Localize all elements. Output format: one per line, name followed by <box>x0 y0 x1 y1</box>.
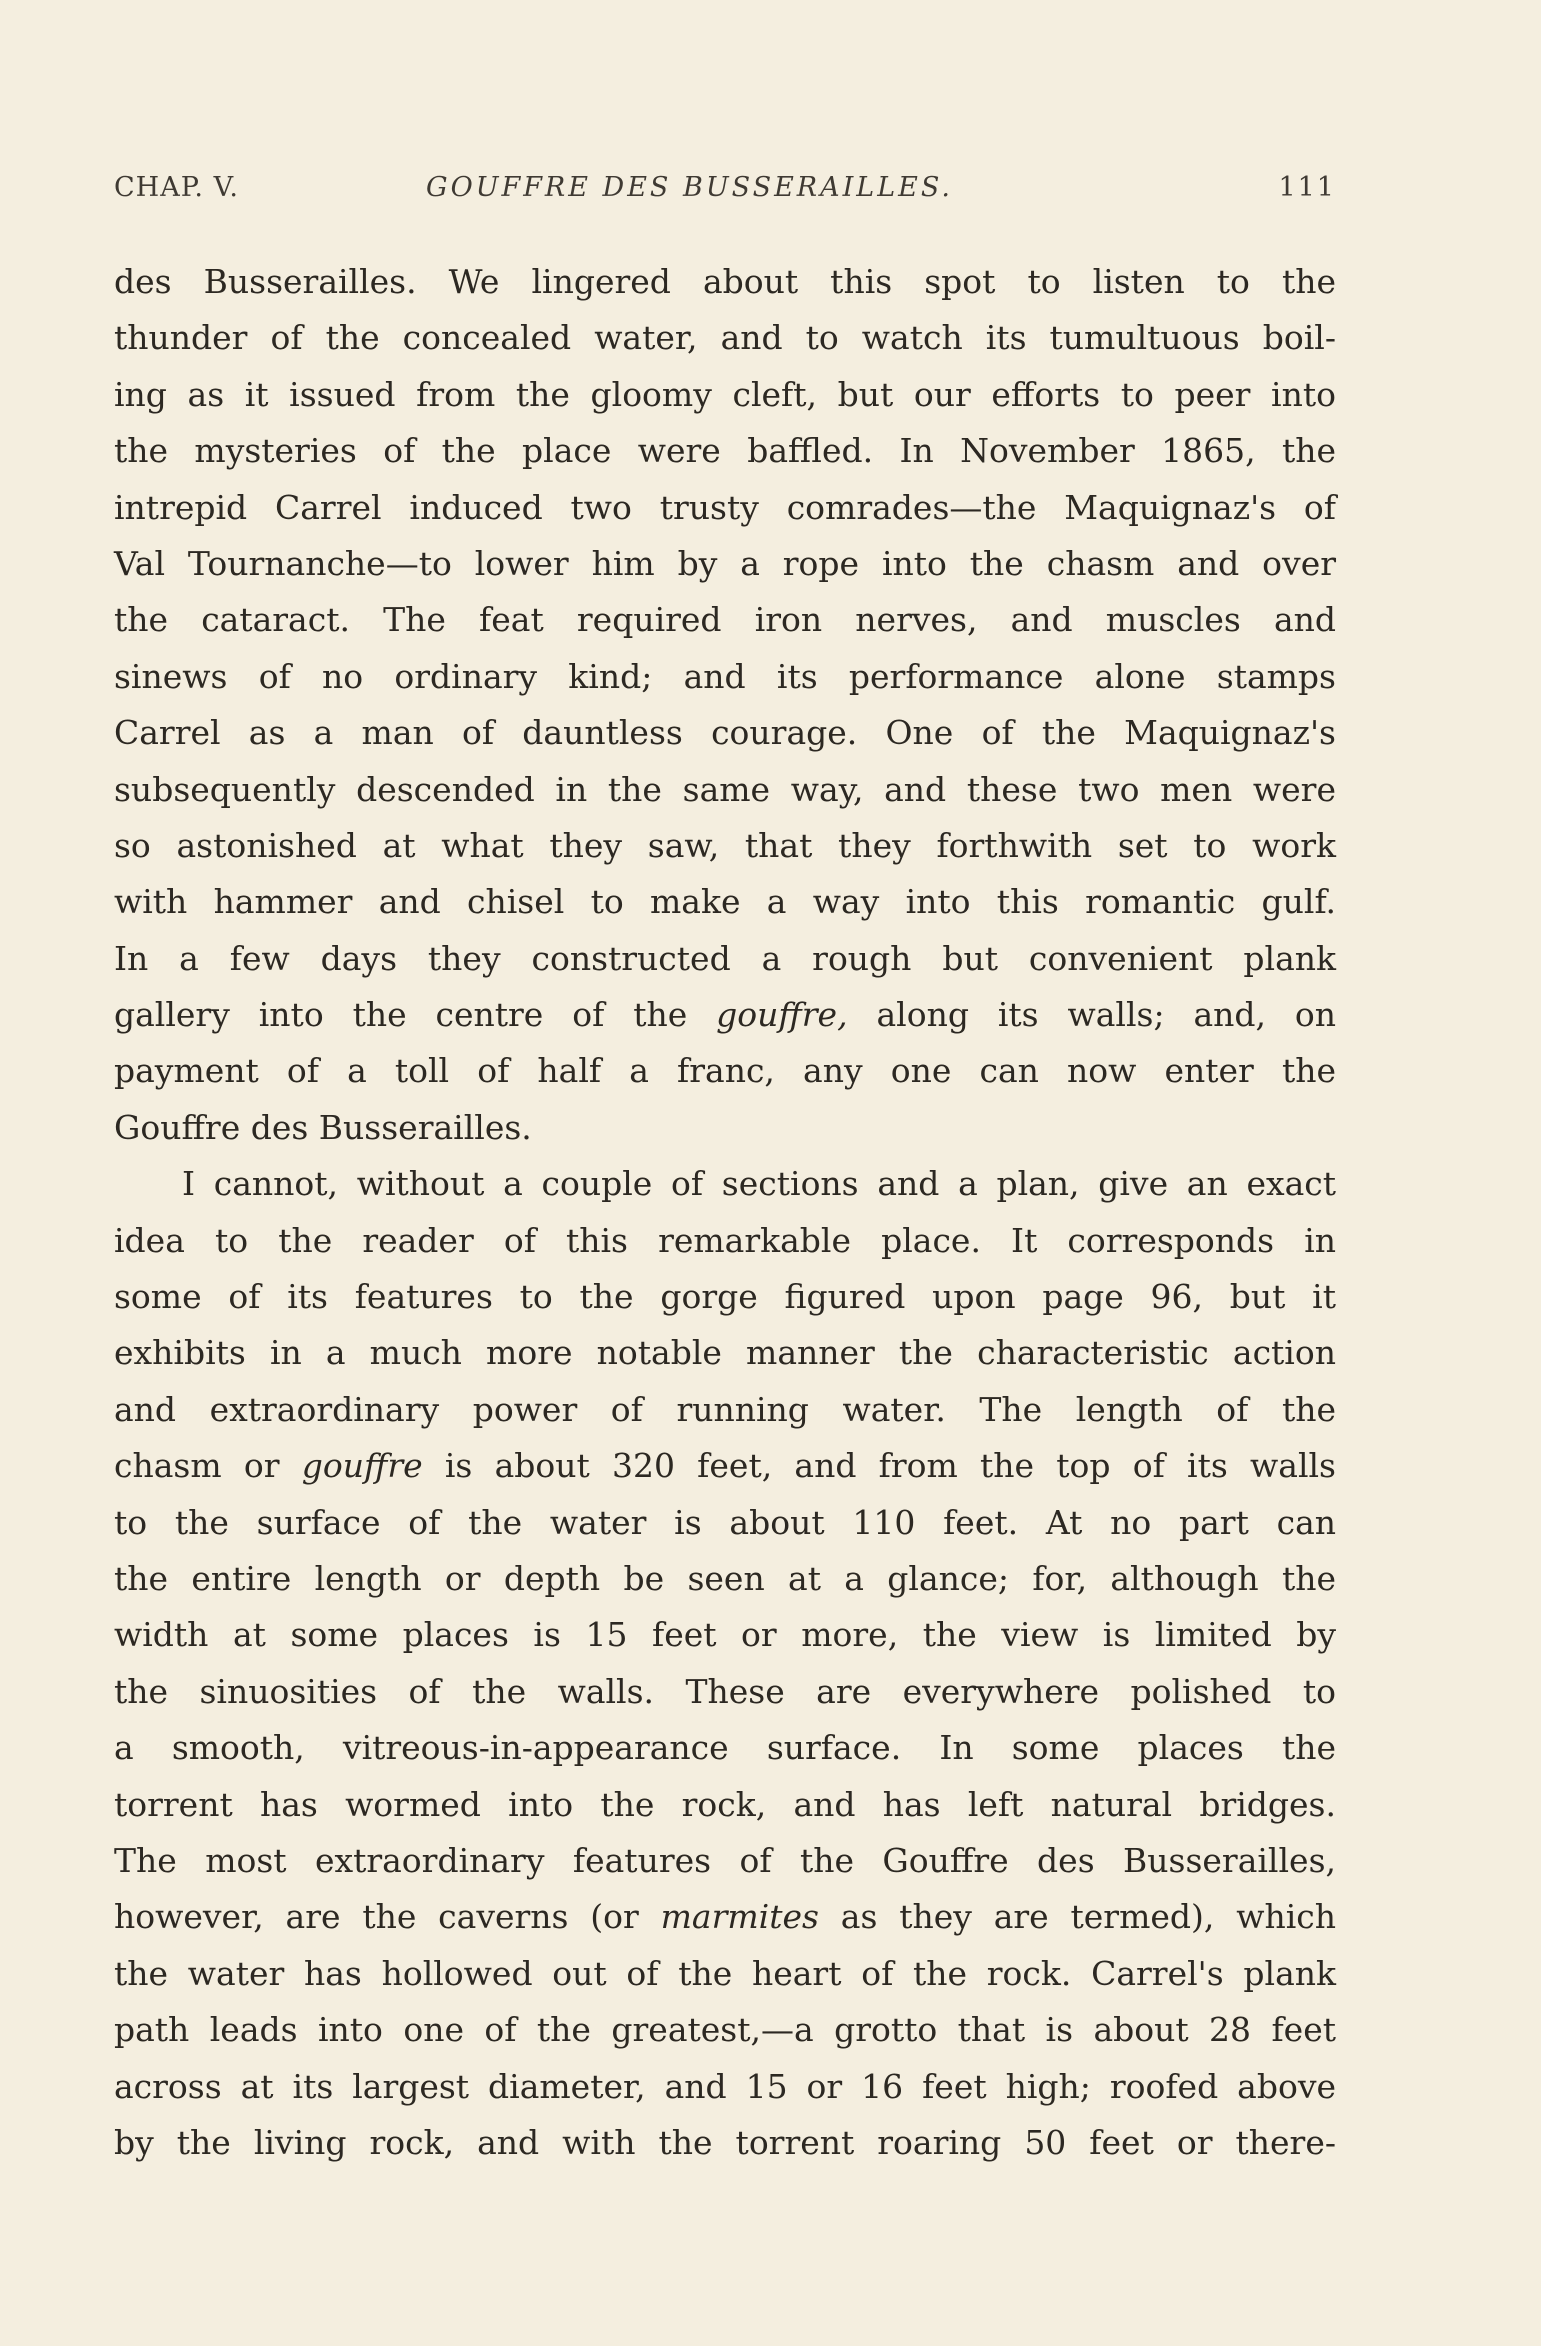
text-line <box>114 1043 1336 1099</box>
text-segment: along its walls; and, on <box>847 995 1337 1035</box>
text-segment: the cataract. The feat required iron nerves, and muscles and <box>114 600 1336 640</box>
running-head <box>114 172 1336 212</box>
text-line <box>114 423 1336 479</box>
text-segment: des Busserailles. We lingered about this spot to listen to the <box>114 262 1336 301</box>
text-line <box>114 1213 1336 1269</box>
text-segment: chasm or <box>114 1446 302 1486</box>
text-line <box>114 1325 1336 1381</box>
text-segment: however, are the caverns (or <box>114 1897 661 1937</box>
text-segment: across at its largest diameter, and 15 or 16 feet high; roofed above <box>114 2066 1336 2106</box>
text-line <box>114 367 1336 423</box>
text-segment: as they are termed), which <box>818 1897 1336 1937</box>
text-segment: sinews of no ordinary kind; and its performance alone stamps <box>114 656 1336 696</box>
text-segment: intrepid Carrel induced two trusty comrades—the Maquignaz's of <box>114 487 1336 527</box>
text-segment: the water has hollowed out of the heart of the rock. Carrel's plank <box>114 1953 1336 1993</box>
text-segment: width at some places is 15 feet or more, the view is limited by <box>114 1615 1336 1655</box>
text-segment: I cannot, without a couple of sections and a plan, give an exact <box>182 1164 1336 1204</box>
italic-term: gouffre, <box>716 995 848 1035</box>
text-line <box>114 1946 1336 2002</box>
text-segment: Gouffre des Busserailles. <box>114 1107 532 1147</box>
text-line <box>114 1720 1336 1776</box>
text-line <box>114 536 1336 592</box>
text-segment: exhibits in a much more notable manner the characteristic action <box>114 1333 1336 1373</box>
text-line <box>114 762 1336 818</box>
text-line <box>114 1438 1336 1494</box>
text-segment: the entire length or depth be seen at a glance; for, although the <box>114 1558 1336 1598</box>
text-segment: The most extraordinary features of the Gouffre des Busserailles, <box>114 1840 1336 1880</box>
text-segment: payment of a toll of half a franc, any one can now enter the <box>114 1051 1336 1091</box>
text-segment: with hammer and chisel to make a way into this romantic gulf. <box>114 882 1336 922</box>
text-segment: so astonished at what they saw, that they forthwith set to work <box>114 825 1336 865</box>
text-segment: is about 320 feet, and from the top of its walls <box>422 1446 1336 1486</box>
text-segment: thunder of the concealed water, and to watch its tumultuous boil- <box>114 318 1336 358</box>
text-line <box>114 987 1336 1043</box>
text-segment: a smooth, vitreous-in-appearance surface. In some places the <box>114 1728 1336 1768</box>
text-segment: Val Tournanche—to lower him by a rope into the chasm and over <box>114 543 1336 583</box>
text-line <box>114 1100 1336 1156</box>
text-line <box>114 592 1336 648</box>
text-segment: idea to the reader of this remarkable place. It corresponds in <box>114 1220 1336 1260</box>
text-line <box>114 2002 1336 2058</box>
text-segment: to the surface of the water is about 110 feet. At no part can <box>114 1502 1336 1542</box>
chapter-label: CHAP. V. <box>114 172 239 203</box>
text-line <box>114 1607 1336 1663</box>
text-segment: and extraordinary power of running water. The length of the <box>114 1389 1336 1429</box>
text-line <box>114 1664 1336 1720</box>
text-line <box>114 1777 1336 1833</box>
italic-term: marmites <box>660 1897 819 1937</box>
text-segment: by the living rock, and with the torrent roaring 50 feet or there- <box>114 2122 1336 2162</box>
text-segment: some of its features to the gorge figured upon page 96, but it <box>114 1277 1336 1317</box>
text-line <box>114 1156 1336 1212</box>
text-segment: path leads into one of the greatest,—a grotto that is about 28 feet <box>114 2010 1336 2050</box>
page-number: 111 <box>1278 172 1336 203</box>
text-segment: ing as it issued from the gloomy cleft, but our efforts to peer into <box>114 374 1336 414</box>
text-line <box>114 2059 1336 2115</box>
body-text <box>114 254 1336 2171</box>
text-line <box>114 254 1336 310</box>
text-segment: subsequently descended in the same way, and these two men were <box>114 769 1336 809</box>
text-segment: the sinuosities of the walls. These are everywhere polished to <box>114 1671 1336 1711</box>
text-line <box>114 931 1336 987</box>
italic-term: gouffre <box>301 1446 423 1486</box>
text-segment: gallery into the centre of the <box>114 995 717 1035</box>
text-segment: the mysteries of the place were baffled. In November 1865, the <box>114 431 1336 471</box>
text-line <box>114 818 1336 874</box>
text-line <box>114 1382 1336 1438</box>
text-line <box>114 649 1336 705</box>
text-segment: In a few days they constructed a rough but convenient plank <box>114 938 1336 978</box>
running-title: GOUFFRE DES BUSSERAILLES. <box>426 172 953 203</box>
text-segment: Carrel as a man of dauntless courage. One of the Maquignaz's <box>114 713 1336 753</box>
text-line <box>114 2115 1336 2171</box>
text-line <box>114 1269 1336 1325</box>
text-line <box>114 1889 1336 1945</box>
text-line <box>114 1495 1336 1551</box>
text-segment: torrent has wormed into the rock, and has left natural bridges. <box>114 1784 1336 1824</box>
text-line <box>114 705 1336 761</box>
text-line <box>114 310 1336 366</box>
text-line <box>114 874 1336 930</box>
text-line <box>114 1833 1336 1889</box>
text-line <box>114 1551 1336 1607</box>
text-line <box>114 480 1336 536</box>
